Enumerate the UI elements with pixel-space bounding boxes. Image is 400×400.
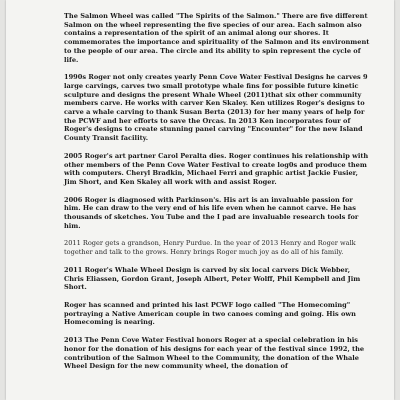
paragraph-2006: 2006 Roger is diagnosed with Parkinson's. His art is an invaluable passion for him. He can draw to the very end of his life even when he cannot carve. He has thousands of sketches. You Tube and the I pad are invaluable research tools for him.	[64, 195, 359, 230]
document-page	[6, 0, 394, 400]
paragraph-2011-whale-wheel: 2011 Roger's Whale Wheel Design is carved by six local carvers Dick Webber, Chris Eliassen, Gordon Grant, Joseph Albert, Peter Wolff, Phil Kempbell and Jim Short.	[64, 265, 361, 292]
paragraph-salmon-wheel: The Salmon Wheel was called "The Spirits of the Salmon." There are five different Salmon on the wheel representing the five species of our area. Each salmon also contains a representation of the spirit of an animal along our shores. It commemorates the importance and spirituality of the Salmon and its environment to the people of our area. The circle and its ability to spin represent the cycle of life.	[64, 12, 370, 64]
document-body	[64, 12, 370, 380]
paragraph-2011-grandson: 2011 Roger gets a grandson, Henry Purdue. In the year of 2013 Henry and Roger walk together and talk to the grows. Henry brings Roger much joy as do all of his family.	[64, 239, 356, 257]
paragraph-2005: 2005 Roger's art partner Carol Peralta dies. Roger continues his relationship with other members of the Penn Cove Water Festival to create log0s and produce them with computers. Cheryl Bradkin, Michael Ferri and graphic artist Jackie Fusier, Jim Short, and Ken Skaley all work with and assist Roger.	[64, 151, 369, 186]
paragraph-2013: 2013 The Penn Cove Water Festival honors Roger at a special celebration in his honor for the donation of his designs for each year of the festival since 1992, the contribution of the Salmon Wheel to the Community, the donation of the Whale Wheel Design for the new community wheel, the donation of	[64, 336, 365, 371]
paragraph-homecoming: Roger has scanned and printed his last PCWF logo called "The Homecoming" portraying a Native American couple in two canoes coming and going. His own Homecoming is nearing.	[64, 300, 356, 327]
paragraph-1990s: 1990s Roger not only creates yearly Penn Cove Water Festival Designs he carves 9 large carvings, carves two small prototype whale fins for possible future kinetic sculpture and designs the present Whale Wheel (2011)that six other community members carve. He works with carver Ken Skaley. Ken utilizes Roger's designs to carve a whale carving to thank Susan Berta (2013) for her many years of help for the PCWF and her efforts to save the Orcas. In 2013 Ken incorporates four of Roger's designs to create stunning panel carving "Encounter" for the new Island County Transit facility.	[64, 73, 368, 143]
